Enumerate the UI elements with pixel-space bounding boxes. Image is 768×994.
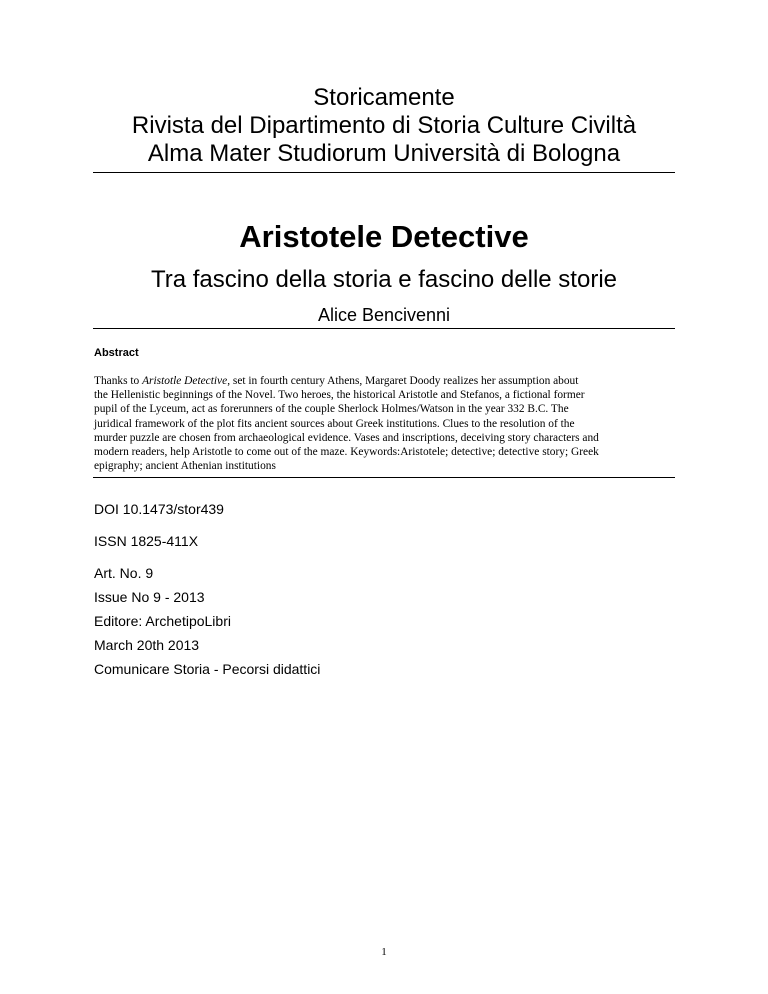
- abstract-body: [94, 374, 678, 473]
- page-number: 1: [381, 946, 387, 958]
- abstract-line: juridical framework of the plot fits ancient sources about Greek institutions. Clues to the resolution of the: [94, 417, 575, 430]
- abstract-divider: [93, 477, 675, 478]
- publisher: Editore: ArchetipoLibri: [94, 613, 231, 629]
- article-subtitle: Tra fascino della storia e fascino delle storie: [150, 266, 617, 293]
- abstract-line: [94, 374, 678, 388]
- abstract-line: pupil of the Lyceum, act as forerunners of the couple Sherlock Holmes/Watson in the year 332 B.C. The: [94, 403, 569, 416]
- issue-number: Issue No 9 - 2013: [94, 589, 205, 605]
- header-divider: [93, 172, 675, 173]
- article-author: Alice Bencivenni: [317, 305, 451, 325]
- article-number: Art. No. 9: [94, 565, 154, 581]
- issn-text: ISSN 1825-411X: [94, 533, 199, 549]
- section-name: Comunicare Storia - Pecorsi didattici: [94, 661, 321, 677]
- journal-subtitle: Rivista del Dipartimento di Storia Culture Civiltà: [131, 112, 637, 139]
- journal-university: Alma Mater Studiorum Università di Bologna: [147, 140, 621, 167]
- abstract-line-rest: , set in fourth century Athens, Margaret Doody realizes her assumption about: [227, 375, 579, 387]
- journal-header: [93, 84, 675, 168]
- publication-date: March 20th 2013: [94, 637, 200, 653]
- abstract-intro: Thanks to: [94, 375, 143, 387]
- abstract-book-title: Aristotle Detective: [142, 375, 228, 387]
- article-title: Aristotele Detective: [239, 219, 529, 254]
- abstract-line: the Hellenistic beginnings of the Novel. Two heroes, the historical Aristotle and Stefanos, a fictional former: [94, 389, 585, 402]
- journal-name: Storicamente: [313, 84, 455, 111]
- abstract-heading: Abstract: [94, 347, 139, 359]
- abstract-line: modern readers, help Aristotle to come out of the maze. Keywords:Aristotele; detective; detective story; Greek: [94, 446, 599, 459]
- doi-text: DOI 10.1473/stor439: [94, 501, 224, 517]
- abstract-line: murder puzzle are chosen from archaeological evidence. Vases and inscriptions, deceiving story characters and: [94, 431, 599, 444]
- author-divider: [93, 328, 675, 329]
- abstract-line: epigraphy; ancient Athenian institutions: [94, 460, 276, 473]
